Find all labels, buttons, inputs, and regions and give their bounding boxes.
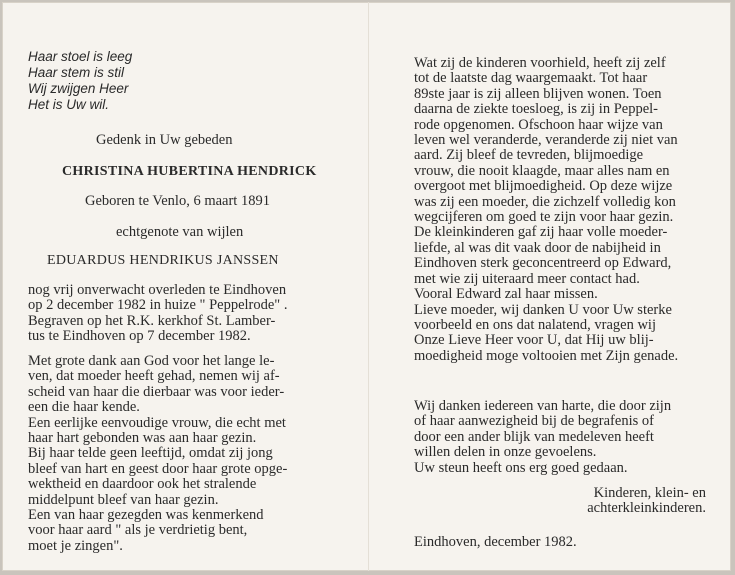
text-line: Een eerlijke eenvoudige vrouw, die echt met [28,414,286,431]
text-line: voorbeeld en ons dat nalatend, vragen wij [414,316,656,333]
spouse-name: EDUARDUS HENDRIKUS JANSSEN [47,253,279,268]
text-line: Een van haar gezegden was kenmerkend [28,507,264,524]
text-line: moet je zingen". [28,537,123,554]
text-line: aard. Zij bleef de tevreden, blijmoedige [414,147,644,164]
text-line: moedigheid moge voltooien met Zijn genade. [414,347,679,364]
text-line: op 2 december 1982 in huize " Peppelrode" . [28,297,288,314]
text-line: ven, dat moeder heeft gehad, nemen wij af- [28,368,280,385]
text-line: tus te Eindhoven op 7 december 1982. [28,328,251,345]
text-line: nog vrij onverwacht overleden te Eindhoven [28,282,287,298]
deceased-name: CHRISTINA HUBERTINA HENDRICK [62,164,317,179]
signature [587,486,706,517]
memorial-card [2,2,731,571]
life-paragraph [414,56,678,364]
death-paragraph [28,283,287,345]
poem [28,49,132,113]
text-line: Met grote dank aan God voor het lange le- [28,353,275,369]
text-line: haar hart gebonden was aan haar gezin. [28,430,257,447]
text-line: Wat zij de kinderen voorhield, heeft zij zelf [414,55,666,71]
closing-paragraph [414,399,671,476]
text-line: Begraven op het R.K. kerkhof St. Lamber- [28,312,276,329]
text-line: achterkleinkinderen. [587,500,706,517]
text-line: tot de laatste dag waargemaakt. Tot haar [414,70,648,87]
text-line: of haar aanwezigheid bij de begrafenis of [414,413,654,430]
poem-line: Haar stoel is leeg [28,49,133,64]
text-line: overgoot met blijmoedigheid. Op deze wijze [414,178,673,195]
text-line: vrouw, die nooit klaagde, maar alles nam en [414,162,670,179]
text-line: was zij een moeder, die zichzelf volledig kon [414,193,676,210]
text-line: 89ste jaar is zij alleen blijven wonen. Toen [414,85,662,102]
text-line: Onze Lieve Heer voor U, dat Hij uw blij- [414,332,654,349]
text-line: rode opgenomen. Ofschoon haar wijze van [414,116,663,133]
place-date: Eindhoven, december 1982. [414,534,577,550]
poem-line: Wij zwijgen Heer [28,81,129,96]
text-line: Bij haar telde geen leeftijd, omdat zij jong [28,445,273,462]
text-line: Kinderen, klein- en [593,485,706,501]
text-line: Wij danken iedereen van harte, die door zijn [414,398,672,414]
text-line: een die haar kende. [28,399,140,416]
text-line: wektheid en daardoor ook het stralende [28,476,257,493]
text-line: door een ander blijk van medeleven heeft [414,428,654,445]
text-line: bleef van hart en geest door haar grote opge- [28,460,288,477]
text-line: Vooral Edward zal haar missen. [414,286,598,303]
text-line: willen delen in onze gevoelens. [414,444,597,461]
poem-line: Haar stem is stil [28,65,125,80]
text-line: Eindhoven sterk geconcentreerd op Edward, [414,255,672,272]
text-line: leven wel veranderde, veranderde zij niet van [414,132,678,149]
spouse-intro: echtgenote van wijlen [116,224,244,240]
gedenk-line: Gedenk in Uw gebeden [96,132,233,148]
thanks-paragraph [28,354,287,554]
text-line: daarna de ziekte toesloeg, is zij in Peppel- [414,101,658,118]
text-line: voor haar aard " als je verdrietig bent, [28,522,248,539]
birth-line: Geboren te Venlo, 6 maart 1891 [85,193,270,209]
poem-line: Het is Uw wil. [28,97,110,112]
text-line: De kleinkinderen gaf zij haar volle moeder- [414,224,668,241]
text-line: Uw steun heeft ons erg goed gedaan. [414,459,628,476]
fold-line [368,2,369,571]
text-line: scheid van haar die dierbaar was voor ieder- [28,383,285,400]
text-line: liefde, al was dit vaak door de nabijheid in [414,239,661,256]
text-line: wegcijferen om goed te zijn voor haar gezin. [414,209,674,226]
text-line: Lieve moeder, wij danken U voor Uw sterke [414,301,672,318]
text-line: middelpunt bleef van haar gezin. [28,491,219,508]
text-line: met wie zij uiteraard meer contact had. [414,270,640,287]
